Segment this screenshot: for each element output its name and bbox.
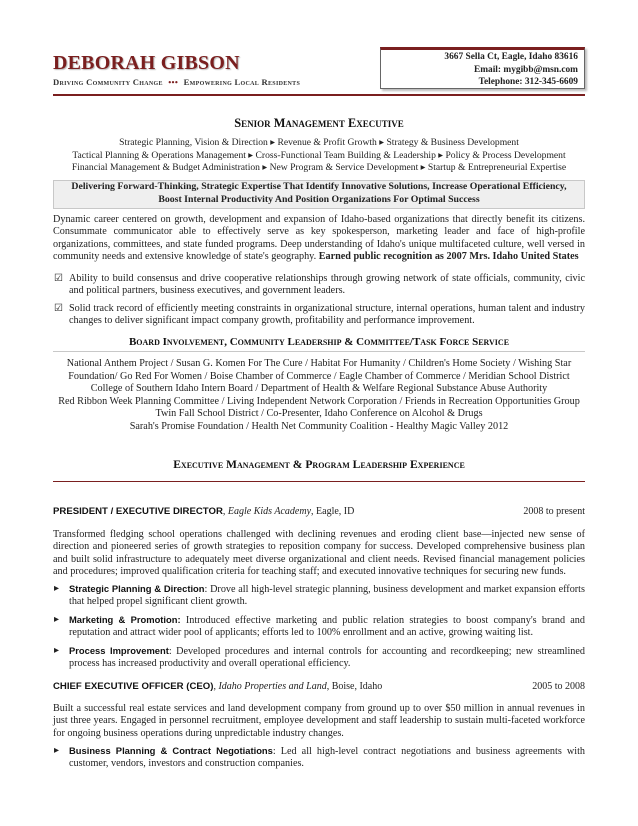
value-line-2: Boost Internal Productivity And Position Organizations For Optimal Success [158, 193, 480, 205]
summary-bullet-text: Solid track record of efficiently meeting constraints in organizational structure, internal operations, human talent and industry changes to deliver significant impact company growth, profitability and performance improvement. [69, 303, 585, 327]
recognition-text: Earned public recognition as 2007 Mrs. Idaho United States [318, 250, 579, 262]
checkbox-icon: ☑ [54, 303, 63, 314]
job-company: Eagle Kids Academy [227, 506, 312, 517]
job-description: Transformed fledging school operations challenged with declining revenues and eroding client base—injected new sense of direction and pioneered series of growth strategies to reposition company for success. Developed comprehensive business plan and built solid infrastructure to adequately meet diverse organizational and client needs. Revised financial management policies and procedures; improved qualification criteria for teaching staff; and executed innovative techniques for securing new funds. [53, 529, 585, 577]
board-line: Foundation/ Go Red For Women / Boise Chamber of Commerce / Eagle Chamber of Commerce / Meridian School District [68, 370, 570, 382]
job-bullet-label: Process Improvement [69, 645, 169, 656]
job-bullet [53, 645, 585, 671]
value-line-1: Delivering Forward-Thinking, Strategic Expertise That Identify Innovative Solutions, Increase Operational Efficiency, [71, 181, 567, 192]
job-header: PRESIDENT / EXECUTIVE DIRECTOR, Eagle Kids Academy, Eagle, ID 2008 to present [53, 506, 585, 517]
job-dates: 2005 to 2008 [532, 681, 585, 692]
job-bullet [53, 745, 585, 771]
arrow-bullet-icon: ▸ [54, 645, 60, 656]
job-title: PRESIDENT / EXECUTIVE DIRECTOR [53, 506, 223, 517]
arrow-bullet-icon: ▸ [54, 745, 60, 756]
job-bullet-text: Introduced effective marketing and public relation strategies to boost company's brand and reputation and attract wider pool of applicants; efforts led to 100% enrollment and an active, growing waiting list. [69, 615, 585, 639]
job-bullet-label: Strategic Planning & Direction [69, 583, 205, 594]
experience-title: Executive Management & Program Leadership Experience [173, 458, 465, 471]
summary-bullet-2 [53, 303, 585, 328]
board-line: College of Southern Idaho Intern Board / Department of Health & Welfare Regional Substance Abuse Authority [90, 383, 548, 395]
header-rule [53, 94, 585, 96]
value-proposition [53, 180, 585, 209]
summary-title: Senior Management Executive [234, 116, 404, 130]
experience-rule [53, 481, 585, 482]
tagline-part1: Driving Community Change [53, 77, 163, 87]
summary-text: Dynamic career centered on growth, development and expansion of Idaho-based organizations that directly benefit its citizens. Consummate communicator able to effectively serve as key spokesperson, marketing leader and face of high-profile organizations, committees, and state funded programs. Deep understanding of Idaho's unique multifaceted culture, well versed in community needs and extensive knowledge of state's geography. [53, 214, 585, 262]
job-dates: 2008 to present [523, 506, 585, 517]
job-header: CHIEF EXECUTIVE OFFICER (CEO), Idaho Properties and Land, Boise, Idaho 2005 to 2008 [53, 681, 585, 692]
phone: Telephone: 312-345-6609 [478, 77, 578, 88]
board-title: Board Involvement, Community Leadership & Committee/Task Force Service [128, 336, 510, 348]
checkbox-icon: ☑ [54, 273, 63, 284]
candidate-name: DEBORAH GIBSON [53, 52, 240, 74]
board-line: Sarah's Promise Foundation / Health Net Community Coalition - Healthy Magic Valley 2012 [129, 420, 509, 432]
contact-box [380, 47, 585, 89]
board-rule [53, 351, 585, 352]
skills-block [53, 137, 585, 175]
skills-line-3: Financial Management & Budget Administration ▸ New Program & Service Development ▸ Startup & Entrepreneurial Expertise [71, 162, 567, 174]
job-bullet [53, 614, 585, 640]
job-bullet-label: Business Planning & Contract Negotiations [69, 745, 273, 756]
summary-bullet-1 [53, 273, 585, 298]
tagline-dots: ••• [168, 77, 179, 87]
tagline [53, 77, 300, 87]
job-location: , Boise, Idaho [326, 681, 383, 692]
job-bullet-text: : Developed procedures and internal controls for accounting and recordkeeping; new streamlined process has increased productivity and overall operational efficiency. [69, 646, 585, 670]
job-bullet [53, 583, 585, 609]
job-location: , Eagle, ID [311, 506, 355, 517]
email: Email: mygibb@msn.com [473, 64, 578, 75]
tagline-part2: Empowering Local Residents [183, 77, 301, 87]
job-description: Built a successful real estate services and land development company from ground up to over $50 million in annual revenues in just three years. Engaged in personnel recruitment, employee development and staff leadership to sustain multi-faceted workforce for ongoing business operations during unpredictable industry changes. [53, 703, 585, 739]
summary-paragraph [53, 214, 585, 263]
board-line: National Anthem Project / Susan G. Komen For The Cure / Habitat For Humanity / Children's Home Society / Wishing Star [66, 358, 572, 369]
board-line: Twin Fall School District / Co-Presenter, Idaho Conference on Alcohol & Drugs [155, 408, 483, 420]
skills-line-1: Strategic Planning, Vision & Direction ▸ Revenue & Profit Growth ▸ Strategy & Business Development [119, 137, 519, 148]
board-line: Red Ribbon Week Planning Committee / Living Independent Network Corporation / Friends in Recreation Opportunities Group [58, 395, 580, 407]
job-bullet-text: : Led all high-level contract negotiations and business agreements with customer, vendors, investors and construction companies. [69, 746, 585, 770]
summary-bullet-text: Ability to build consensus and drive cooperative relationships through growing network of state officials, community, civic and political partners, business executives, and government leaders. [69, 273, 585, 297]
arrow-bullet-icon: ▸ [54, 583, 60, 594]
job-company: Idaho Properties and Land [218, 681, 327, 692]
arrow-bullet-icon: ▸ [54, 614, 60, 625]
board-list [53, 358, 585, 434]
job-title: CHIEF EXECUTIVE OFFICER (CEO) [53, 681, 214, 692]
job-bullet-text: : Drove all high-level strategic planning, business development and market expansion efforts that helped propel significant client growth. [69, 584, 585, 608]
skills-line-2: Tactical Planning & Operations Management ▸ Cross-Functional Team Building & Leadership ▸ Policy & Process Development [72, 149, 566, 161]
job-bullet-label: Marketing & Promotion: [69, 614, 181, 625]
address: 3667 Sella Ct, Eagle, Idaho 83616 [444, 52, 578, 62]
